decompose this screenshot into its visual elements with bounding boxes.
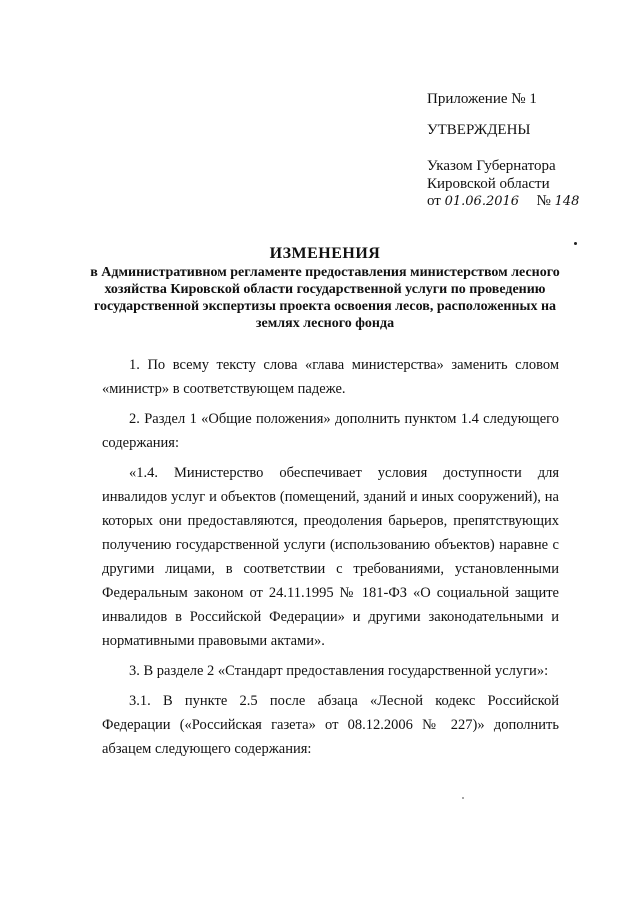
paragraph-1: 1. По всему тексту слова «глава министерства» заменить словом «министр» в соответствующем падеже. [102, 357, 559, 397]
paragraph-2: 2. Раздел 1 «Общие положения» дополнить пунктом 1.4 следующего содержания: [102, 411, 559, 451]
decree-number-label: № [536, 193, 551, 209]
document-body [102, 353, 559, 767]
document-title: ИЗМЕНЕНИЯ [269, 245, 381, 262]
decree-date: 01.06.2016 [444, 194, 520, 209]
paragraph-4: 3. В разделе 2 «Стандарт предоставления государственной услуги»: [129, 663, 549, 679]
document-subtitle: в Административном регламенте предоставления министерством лесного хозяйства Кировской области государственной услуги по проведению государственной экспертизы проекта освоения лесов, расположенных на землях лесного фонда [90, 265, 560, 331]
decree-number: 148 [554, 194, 580, 209]
appendix-label: Приложение № 1 [427, 91, 537, 107]
paragraph-5: 3.1. В пункте 2.5 после абзаца «Лесной кодекс Российской Федерации («Российская газета» от 08.12.2006 № 227)» дополнить абзацем следующего содержания: [102, 693, 559, 757]
approved-label: УТВЕРЖДЕНЫ [427, 122, 531, 138]
scan-speck [462, 797, 464, 799]
document-title-block [90, 244, 560, 332]
paragraph-3: «1.4. Министерство обеспечивает условия доступности для инвалидов услуг и объектов (помещений, зданий и иных сооружений), на которых они предоставляются, преодоления барьеров, препятствующих получению государственной услуги (использованию объектов) наравне с другими лицами, в соответствии с требованиями, установленными Федеральным законом от 24.11.1995 № 181-ФЗ «О социальной защите инвалидов в Российской Федерации» и другими законодательными и нормативными правовыми актами». [102, 465, 559, 649]
decree-date-line [427, 192, 579, 211]
decree-line-2: Кировской области [427, 176, 550, 192]
ink-dot [574, 242, 577, 245]
decree-from-label: от [427, 193, 441, 209]
decree-line-1: Указом Губернатора [427, 158, 556, 174]
